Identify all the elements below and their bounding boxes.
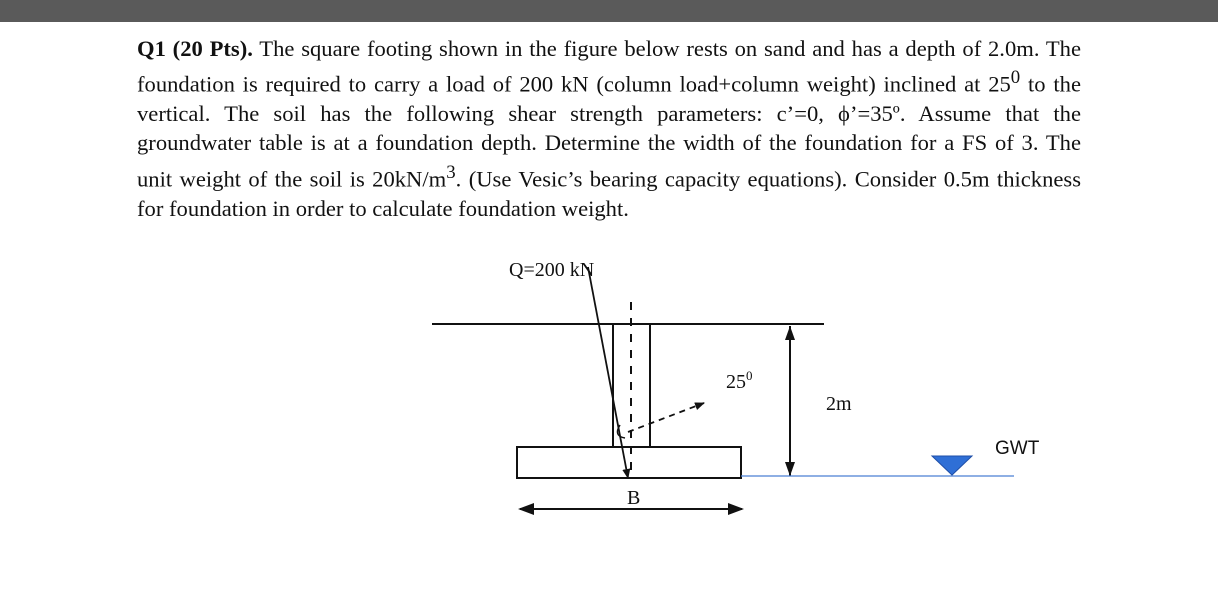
angle-degree-sup: 0 xyxy=(746,368,753,383)
question-text-part-3: . (Use Vesic’s bearing capacity equations). Consider 0.5m thickness for foundation in order to calculate foundation weight. xyxy=(137,166,1082,221)
question-superscript-1: 0 xyxy=(1010,67,1021,89)
angle-label xyxy=(726,368,753,393)
depth-arrow-top-head xyxy=(785,326,795,340)
question-heading: Q1 (20 Pts). xyxy=(137,36,253,61)
width-label: B xyxy=(627,487,641,509)
width-arrow-right-head xyxy=(728,503,744,515)
question-superscript-2: 3 xyxy=(446,161,456,183)
width-arrow-left-head xyxy=(518,503,534,515)
load-label: Q=200 kN xyxy=(509,259,595,281)
depth-arrow-bottom-head xyxy=(785,462,795,476)
gwt-label: GWT xyxy=(995,438,1040,459)
gwt-marker-icon xyxy=(932,456,972,475)
angle-value: 25 xyxy=(726,371,746,393)
question-text-part-2: to the vertical. The soil has the following shear strength parameters: c’=0, ϕ’=35º. Assume that the groundwater table is at a foundation depth. Determine the width of the foundation for a FS of 3. The unit weight of the soil is 20kN/m xyxy=(137,71,1081,192)
footing xyxy=(517,447,741,478)
question-text-part-1: The square footing shown in the figure below rests on sand and has a depth of 2.0m. The foundation is required to carry a load of 200 kN (column load+column weight) inclined at 25 xyxy=(137,36,1081,97)
depth-label: 2m xyxy=(826,393,852,415)
